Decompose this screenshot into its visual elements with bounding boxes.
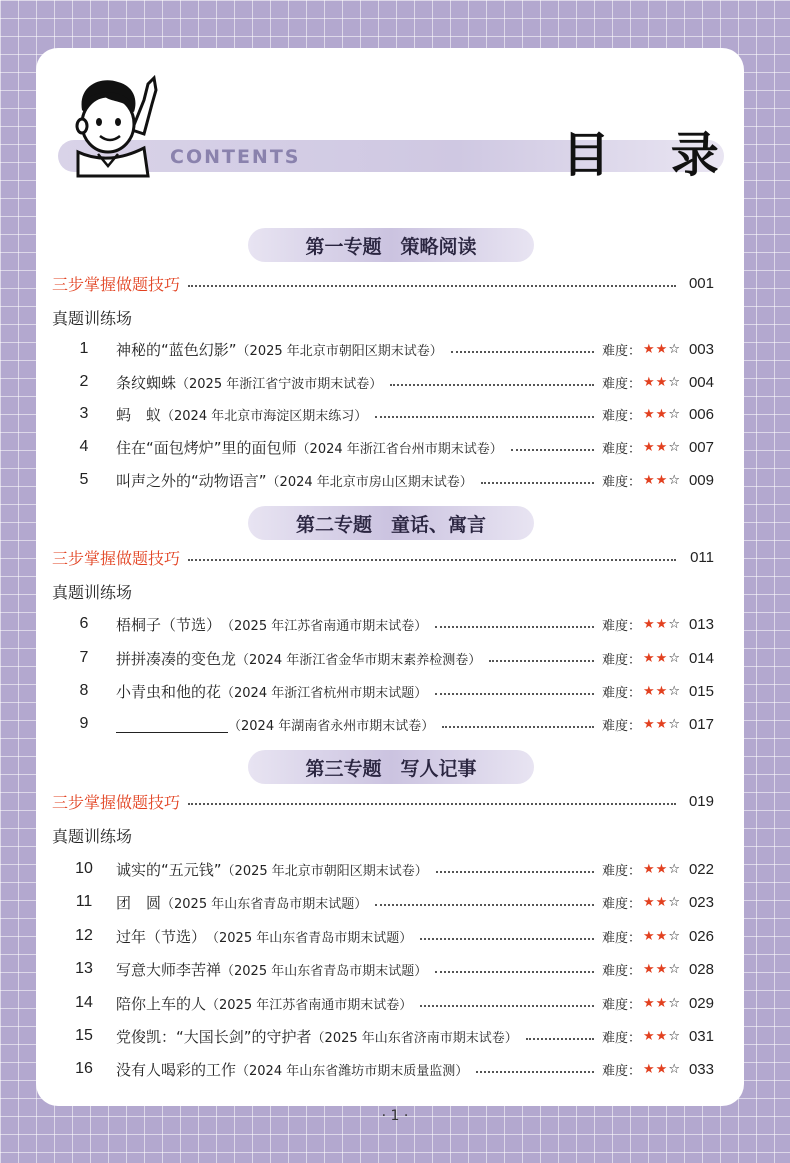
difficulty-stars-filled-icon: ★★ <box>643 861 669 877</box>
difficulty-star-empty-icon: ☆ <box>668 616 680 632</box>
difficulty-label: 难度： <box>602 652 642 668</box>
difficulty-stars-filled-icon: ★★ <box>643 995 669 1011</box>
difficulty-stars-filled-icon: ★★ <box>643 439 669 455</box>
section-banner-2: 第二专题 童话、寓言 <box>248 506 534 540</box>
difficulty-label: 难度： <box>602 685 642 701</box>
difficulty-stars-filled-icon: ★★ <box>643 1061 669 1077</box>
toc-item[interactable] <box>52 371 714 393</box>
page-number: 031 <box>688 1027 714 1045</box>
leader-dots <box>188 803 676 805</box>
toc-item[interactable] <box>52 436 714 458</box>
difficulty-label: 难度： <box>602 963 642 979</box>
leader-dots <box>390 384 594 386</box>
toc-item[interactable] <box>52 1058 714 1080</box>
item-title: 团 圆 <box>116 893 162 912</box>
toc-item[interactable] <box>52 1025 714 1047</box>
item-title: 过年（节选） <box>116 927 207 946</box>
leader-dots <box>489 660 594 662</box>
item-number: 14 <box>75 994 93 1011</box>
item-title: 陪你上车的人 <box>116 994 207 1013</box>
item-source: （2025 年江苏省南通市期末试卷） <box>206 997 413 1013</box>
page-number: 004 <box>688 373 714 391</box>
difficulty-label: 难度： <box>602 1030 642 1046</box>
page-number: 001 <box>688 274 714 292</box>
item-title: 叫声之外的“动物语言” <box>116 471 267 490</box>
item-source: （2024 年浙江省金华市期末素养检测卷） <box>236 652 482 668</box>
blank-line <box>116 719 228 733</box>
item-title: 诚实的“五元钱” <box>116 860 222 879</box>
difficulty-label: 难度： <box>602 618 642 634</box>
item-source: （2024 年北京市房山区期末试卷） <box>266 474 473 490</box>
blank-title <box>116 715 228 733</box>
difficulty-stars-filled-icon: ★★ <box>643 716 669 732</box>
difficulty-label: 难度： <box>602 441 642 457</box>
difficulty-star-empty-icon: ☆ <box>668 716 680 732</box>
item-number: 11 <box>75 893 93 910</box>
section-banner-1: 第一专题 策略阅读 <box>248 228 534 262</box>
item-source: （2025 年浙江省宁波市期末试卷） <box>176 376 383 392</box>
item-title: 党俊凯：“大国长剑”的守护者 <box>116 1027 312 1046</box>
item-source: （2025 年山东省济南市期末试卷） <box>311 1030 518 1046</box>
difficulty-stars-filled-icon: ★★ <box>643 961 669 977</box>
difficulty-label: 难度： <box>602 343 642 359</box>
difficulty-label: 难度： <box>602 997 642 1013</box>
skill-label: 三步掌握做题技巧 <box>52 274 181 294</box>
leader-dots <box>375 416 594 418</box>
page-number: 022 <box>688 860 714 878</box>
leader-dots <box>188 559 676 561</box>
page-number: 013 <box>688 615 714 633</box>
difficulty-label: 难度： <box>602 930 642 946</box>
difficulty-label: 难度： <box>602 1063 642 1079</box>
item-number: 2 <box>79 373 89 390</box>
leader-dots <box>435 693 594 695</box>
page-number: 019 <box>688 792 714 810</box>
boy-mascot-icon <box>64 70 164 182</box>
leader-dots <box>442 726 594 728</box>
leader-dots <box>436 871 594 873</box>
item-title: 小青虫和他的花 <box>116 682 222 701</box>
item-title: 没有人喝彩的工作 <box>116 1060 237 1079</box>
leader-dots <box>420 938 594 940</box>
item-number: 1 <box>79 340 89 357</box>
difficulty-star-empty-icon: ☆ <box>668 928 680 944</box>
difficulty-star-empty-icon: ☆ <box>668 1061 680 1077</box>
toc-item[interactable] <box>52 680 714 702</box>
toc-item[interactable] <box>52 469 714 491</box>
difficulty-star-empty-icon: ☆ <box>668 439 680 455</box>
difficulty-star-empty-icon: ☆ <box>668 341 680 357</box>
leader-dots <box>420 1005 594 1007</box>
page-number: 033 <box>688 1060 714 1078</box>
item-source: （2025 年北京市朝阳区期末试卷） <box>236 343 443 359</box>
item-number: 16 <box>75 1060 93 1077</box>
page-number: 011 <box>690 548 714 566</box>
page-number: 009 <box>688 471 714 489</box>
page-number: 028 <box>688 960 714 978</box>
page-number: 014 <box>688 649 714 667</box>
item-number: 12 <box>75 927 93 944</box>
toc-item[interactable] <box>52 891 714 913</box>
leader-dots <box>481 482 594 484</box>
item-number: 9 <box>79 715 89 732</box>
skill-row-2[interactable] <box>52 546 714 568</box>
item-source: （2024 年浙江省台州市期末试卷） <box>296 441 503 457</box>
item-source: （2024 年湖南省永州市期末试卷） <box>228 718 435 734</box>
toc-item[interactable] <box>52 647 714 669</box>
item-source: （2025 年山东省青岛市期末试题） <box>221 963 428 979</box>
difficulty-star-empty-icon: ☆ <box>668 650 680 666</box>
page-number: 003 <box>688 340 714 358</box>
leader-dots <box>451 351 594 353</box>
difficulty-star-empty-icon: ☆ <box>668 374 680 390</box>
difficulty-stars-filled-icon: ★★ <box>643 928 669 944</box>
difficulty-stars-filled-icon: ★★ <box>643 616 669 632</box>
toc-item[interactable] <box>52 992 714 1014</box>
leader-dots <box>435 626 594 628</box>
leader-dots <box>476 1071 594 1073</box>
item-number: 13 <box>75 960 93 977</box>
section-banner-3: 第三专题 写人记事 <box>248 750 534 784</box>
footer-page-number: · 1 · <box>381 1108 409 1124</box>
difficulty-stars-filled-icon: ★★ <box>643 472 669 488</box>
difficulty-label: 难度： <box>602 896 642 912</box>
sub-heading: 真题训练场 <box>52 582 133 602</box>
skill-label: 三步掌握做题技巧 <box>52 792 181 812</box>
item-number: 4 <box>79 438 89 455</box>
sub-heading: 真题训练场 <box>52 826 133 846</box>
item-title: 住在“面包烤炉”里的面包师 <box>116 438 297 457</box>
page-card <box>36 48 744 1106</box>
toc-item[interactable] <box>52 403 714 425</box>
difficulty-star-empty-icon: ☆ <box>668 861 680 877</box>
skill-row-1[interactable] <box>52 272 714 294</box>
item-source: （2025 年山东省青岛市期末试题） <box>206 930 413 946</box>
leader-dots <box>435 971 594 973</box>
difficulty-label: 难度： <box>602 408 642 424</box>
difficulty-stars-filled-icon: ★★ <box>643 683 669 699</box>
item-title: 梧桐子（节选） <box>116 615 222 634</box>
item-title: 神秘的“蓝色幻影” <box>116 340 237 359</box>
difficulty-star-empty-icon: ☆ <box>668 472 680 488</box>
difficulty-stars-filled-icon: ★★ <box>643 374 669 390</box>
toc-item[interactable] <box>52 858 714 880</box>
difficulty-stars-filled-icon: ★★ <box>643 1028 669 1044</box>
item-source: （2024 年浙江省杭州市期末试题） <box>221 685 428 701</box>
leader-dots <box>526 1038 594 1040</box>
difficulty-stars-filled-icon: ★★ <box>643 894 669 910</box>
page-number: 015 <box>688 682 714 700</box>
item-title: 条纹蜘蛛 <box>116 373 177 392</box>
leader-dots <box>511 449 594 451</box>
contents-label: CONTENTS <box>170 146 301 168</box>
difficulty-stars-filled-icon: ★★ <box>643 341 669 357</box>
item-number: 3 <box>79 405 89 422</box>
item-source: （2025 年山东省青岛市期末试题） <box>161 896 368 912</box>
item-number: 7 <box>79 649 89 666</box>
toc-item[interactable] <box>52 613 714 635</box>
page-number: 007 <box>688 438 714 456</box>
page-title: 目 录 <box>562 127 741 183</box>
difficulty-stars-filled-icon: ★★ <box>643 650 669 666</box>
leader-dots <box>188 285 676 287</box>
page-number: 006 <box>688 405 714 423</box>
difficulty-star-empty-icon: ☆ <box>668 995 680 1011</box>
difficulty-star-empty-icon: ☆ <box>668 406 680 422</box>
toc-item[interactable] <box>52 925 714 947</box>
item-number: 5 <box>79 471 89 488</box>
item-number: 8 <box>79 682 89 699</box>
difficulty-stars-filled-icon: ★★ <box>643 406 669 422</box>
difficulty-star-empty-icon: ☆ <box>668 894 680 910</box>
item-source: （2025 年江苏省南通市期末试卷） <box>221 618 428 634</box>
leader-dots <box>375 904 594 906</box>
item-source: （2025 年北京市朝阳区期末试卷） <box>221 863 428 879</box>
difficulty-label: 难度： <box>602 863 642 879</box>
skill-row-3[interactable] <box>52 790 714 812</box>
difficulty-label: 难度： <box>602 718 642 734</box>
difficulty-star-empty-icon: ☆ <box>668 961 680 977</box>
difficulty-star-empty-icon: ☆ <box>668 683 680 699</box>
difficulty-star-empty-icon: ☆ <box>668 1028 680 1044</box>
toc-item[interactable] <box>52 958 714 980</box>
item-number: 10 <box>75 860 93 877</box>
toc-item[interactable] <box>52 713 714 735</box>
item-source: （2024 年山东省潍坊市期末质量监测） <box>236 1063 469 1079</box>
toc-item[interactable] <box>52 338 714 360</box>
item-source: （2024 年北京市海淀区期末练习） <box>161 408 368 424</box>
page-number: 029 <box>688 994 714 1012</box>
sub-heading: 真题训练场 <box>52 308 133 328</box>
item-number: 15 <box>75 1027 93 1044</box>
difficulty-label: 难度： <box>602 376 642 392</box>
difficulty-label: 难度： <box>602 474 642 490</box>
item-title: 蚂 蚁 <box>116 405 162 424</box>
page-number: 023 <box>688 893 714 911</box>
skill-label: 三步掌握做题技巧 <box>52 548 181 568</box>
item-title: 拼拼凑凑的变色龙 <box>116 649 237 668</box>
item-title: 写意大师李苦禅 <box>116 960 222 979</box>
page-number: 026 <box>688 927 714 945</box>
item-number: 6 <box>79 615 89 632</box>
page-number: 017 <box>688 715 714 733</box>
